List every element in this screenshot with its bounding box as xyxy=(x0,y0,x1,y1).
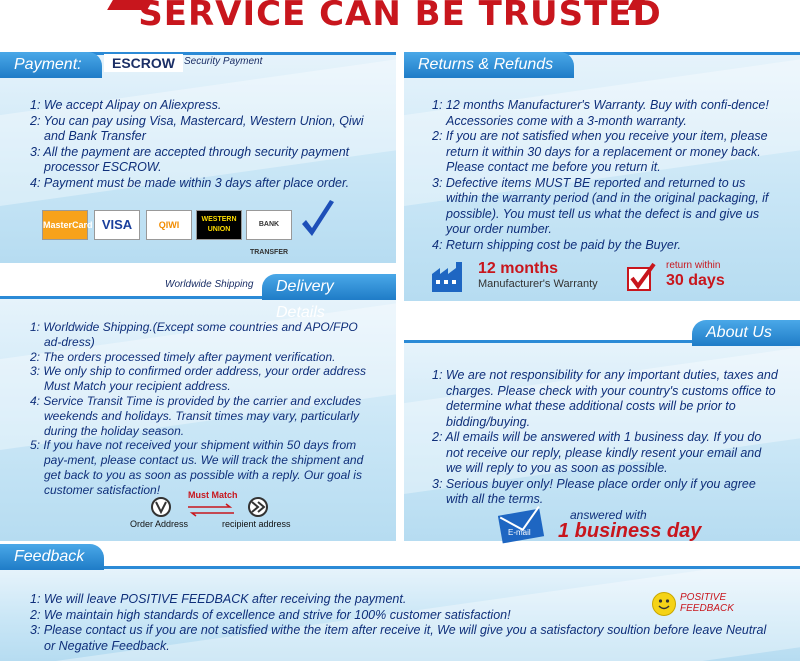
list-item: 1: We will leave POSITIVE FEEDBACK after receiving the payment. xyxy=(30,592,407,606)
order-address-icon xyxy=(148,496,174,518)
feedback-tab: Feedback xyxy=(0,544,104,570)
list-item: 3: We only ship to confirmed order address, your order address Must Match your recipient address. xyxy=(30,364,366,394)
qiwi-logo: QIWI xyxy=(146,210,192,240)
factory-icon xyxy=(430,260,470,294)
about-list xyxy=(432,368,778,508)
list-item: 1: Worldwide Shipping.(Except some countries and APO/FPO ad-dress) xyxy=(30,320,358,349)
delivery-list xyxy=(30,320,378,498)
business-day-label: 1 business day xyxy=(558,520,702,542)
list-item: 2: You can pay using Visa, Mastercard, Western Union, Qiwi and Bank Transfer xyxy=(30,113,364,143)
list-item: 2: All emails will be answered with 1 business day. If you do not receive our reply, please kindly resent your email and we will reply to you as soon as possible. xyxy=(432,430,762,475)
positive-feedback-badge xyxy=(680,592,734,614)
return-check-icon xyxy=(626,262,656,292)
arrows-icon xyxy=(186,503,236,517)
return-days: 30 days xyxy=(666,272,725,289)
list-item: 2: We maintain high standards of excellence and strive for 100% customer satisfaction! xyxy=(30,607,511,622)
list-item: 4: Payment must be made within 3 days after place order. xyxy=(30,175,350,190)
list-item: 1: We are not responsibility for any important duties, taxes and charges. Please check with your country's customs office to determine what these additional costs will be prior to bidding/buying. xyxy=(432,368,778,429)
list-item: 2: If you are not satisfied when you receive your item, please return it within 30 days for a replacement or money back. Please contact me before you return it. xyxy=(432,129,768,174)
list-item: 2: The orders processed timely after payment verification. xyxy=(30,349,336,364)
mastercard-logo: MasterCard xyxy=(42,210,88,240)
list-item: 1: We accept Alipay on Aliexpress. xyxy=(30,98,222,112)
mail-label: E-mail xyxy=(508,528,531,537)
western-union-logo: WESTERN UNION xyxy=(196,210,242,240)
checkmark-icon xyxy=(300,198,336,242)
payment-tab: Payment: xyxy=(0,52,102,78)
list-item: 1: 12 months Manufacturer's Warranty. Buy with confi-dence! Accessories come with a 3-month warranty. xyxy=(432,98,769,128)
answered-with-label: answered with xyxy=(570,508,647,522)
positive-feedback-line2: FEEDBACK xyxy=(680,603,734,614)
warranty-badge xyxy=(430,256,610,296)
warranty-label: Manufacturer's Warranty xyxy=(478,278,598,290)
banner-title: SERVICE CAN BE TRUSTED xyxy=(138,0,662,34)
returns-list xyxy=(432,98,772,253)
list-item: 5: If you have not received your shipment within 50 days from pay-ment, please contact us. We will track the shipment and get back to you as soon as possible with a reply. Our goal is customer satisfaction! xyxy=(30,438,364,497)
must-match-label: Must Match xyxy=(188,490,238,500)
about-tab: About Us xyxy=(692,320,800,346)
list-item: 4: Return shipping cost be paid by the Buyer. xyxy=(432,237,681,252)
warranty-months: 12 months xyxy=(478,260,559,277)
list-item: 3: Serious buyer only! Please place order only if you agree with all the terms. xyxy=(432,476,756,506)
list-item: 4: Service Transit Time is provided by the carrier and excludes weekends and holidays. Transit times may vary, particularly during the holiday season. xyxy=(30,393,362,438)
delivery-tab: Delivery Details xyxy=(262,274,396,300)
returns-tab: Returns & Refunds xyxy=(404,52,574,78)
escrow-logo: ESCROW xyxy=(104,54,183,72)
positive-feedback-line1: POSITIVE xyxy=(680,592,727,603)
banner xyxy=(0,0,800,44)
escrow-subtitle: Security Payment xyxy=(184,56,263,67)
list-item: 3: Please contact us if you are not satisfied withe the item after receive it, We will give you a satisfactory soultion before leave Neutral or Negative Feedback. xyxy=(30,623,767,653)
order-address-label: Order Address xyxy=(130,519,189,529)
payment-list xyxy=(30,98,370,191)
smiley-face-icon xyxy=(653,593,675,615)
return-badge xyxy=(622,256,742,296)
mail-icon xyxy=(498,504,550,544)
return-within-label: return within xyxy=(666,260,721,271)
worldwide-shipping-label: Worldwide Shipping xyxy=(165,279,254,290)
visa-logo: VISA xyxy=(94,210,140,240)
recipient-address-label: recipient address xyxy=(222,519,291,529)
list-item: 3: Defective items MUST BE reported and returned to us within the warranty period (and in the original packaging, if possible). You must tell us what the defect is and give us your order number. xyxy=(432,175,769,236)
smiley-icon xyxy=(652,592,676,616)
recipient-address-icon xyxy=(244,496,272,518)
list-item: 3: All the payment are accepted through security payment processor ESCROW. xyxy=(30,144,350,174)
bank-transfer-logo: BANK TRANSFER xyxy=(246,210,292,240)
